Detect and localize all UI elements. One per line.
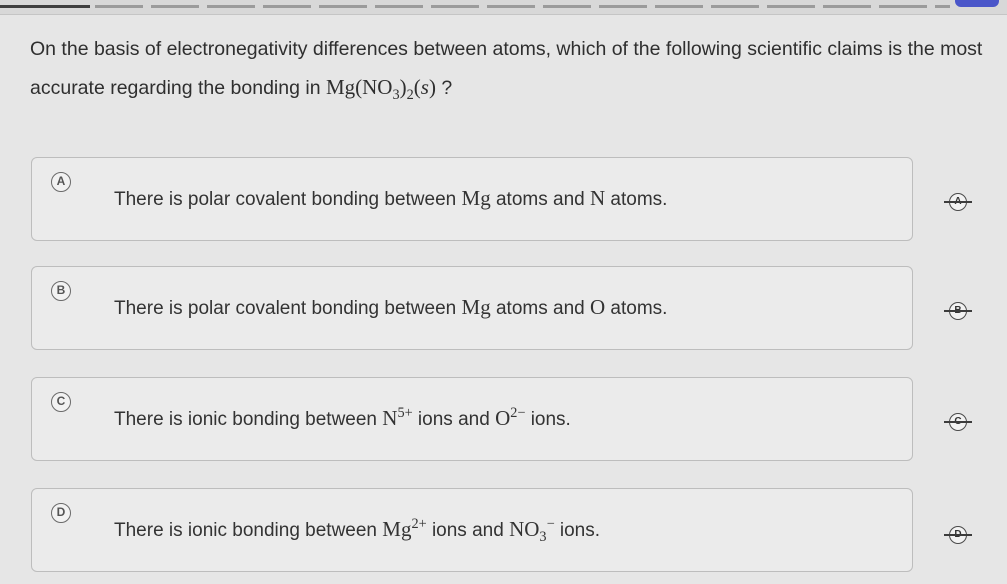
choice-a-eliminate-icon[interactable]	[944, 193, 972, 211]
choice-d-text-2: ions and	[426, 520, 510, 541]
formula-sub-1: 3	[392, 87, 400, 104]
choice-c-math-1-base: N	[382, 406, 398, 430]
choice-d-math-1-charge: 2+	[411, 516, 427, 532]
strikethrough-icon	[944, 310, 972, 312]
choice-b-text	[114, 295, 667, 320]
choice-d[interactable]	[31, 488, 913, 572]
formula-close-paren: )	[399, 75, 407, 99]
choice-b-math-2: O	[589, 295, 606, 319]
choice-a-text	[114, 186, 667, 211]
choice-b-letter-icon: B	[51, 281, 71, 301]
strikethrough-icon	[944, 421, 972, 423]
choice-a-math-1: Mg	[461, 186, 491, 210]
strikethrough-icon	[944, 534, 972, 536]
choice-b-text-3: atoms.	[605, 298, 668, 319]
choice-a-text-3: atoms.	[605, 189, 668, 210]
accent-tab	[955, 0, 999, 7]
choice-b-math-1: Mg	[461, 295, 491, 319]
formula-state-close: )	[428, 75, 436, 99]
question-text: On the basis of electronegativity differences between atoms, which of the following scientific claims is the most accurate regarding the bonding in	[30, 38, 983, 99]
choice-d-math-1-base: Mg	[382, 517, 412, 541]
formula-sub-2: 2	[406, 87, 414, 104]
choice-d-letter-icon: D	[51, 503, 71, 523]
progress-segments	[95, 5, 950, 8]
choice-c-math-2	[495, 406, 525, 430]
choice-d-math-2	[509, 516, 555, 546]
choice-d-eliminate-icon[interactable]	[944, 526, 972, 544]
choice-c-math-2-base: O	[495, 406, 511, 430]
choice-a-math-2: N	[589, 186, 606, 210]
choice-c-eliminate-icon[interactable]	[944, 413, 972, 431]
choice-c-text-2: ions and	[412, 409, 496, 430]
choice-c-text-3: ions.	[525, 409, 571, 430]
choice-d-math-1	[382, 517, 426, 541]
choice-c-math-1-charge: 5+	[397, 405, 413, 421]
strikethrough-icon	[944, 201, 972, 203]
formula-state: s	[420, 75, 429, 99]
choice-b[interactable]	[31, 266, 913, 350]
choice-a-text-1: There is polar covalent bonding between	[114, 189, 462, 210]
choice-d-math-2-charge: −	[546, 516, 555, 532]
choice-c-math-1	[382, 406, 412, 430]
question-end: ?	[435, 77, 453, 99]
choice-a-letter-icon: A	[51, 172, 71, 192]
choice-b-eliminate-icon[interactable]	[944, 302, 972, 320]
choice-d-math-2-subscript: 3	[539, 529, 547, 546]
choice-c-text-1: There is ionic bonding between	[114, 409, 383, 430]
choice-a-text-2: atoms and	[490, 189, 590, 210]
choice-b-text-1: There is polar covalent bonding between	[114, 298, 462, 319]
formula-base: Mg(NO	[325, 75, 393, 99]
formula	[325, 75, 436, 104]
choice-d-math-2-base: NO	[509, 517, 540, 541]
choice-d-text	[114, 516, 601, 546]
choice-c-text	[114, 406, 571, 431]
choice-c-math-2-charge: 2−	[510, 405, 526, 421]
choice-c-letter-icon: C	[51, 392, 71, 412]
choice-c[interactable]	[31, 377, 913, 461]
choice-d-text-1: There is ionic bonding between	[114, 520, 383, 541]
progress-header	[0, 0, 1007, 15]
question-stem	[30, 30, 995, 107]
choice-d-text-3: ions.	[554, 520, 601, 541]
formula-state-open: (	[413, 75, 421, 99]
progress-segment-current	[0, 5, 90, 8]
choice-b-text-2: atoms and	[490, 298, 590, 319]
choice-a[interactable]	[31, 157, 913, 241]
